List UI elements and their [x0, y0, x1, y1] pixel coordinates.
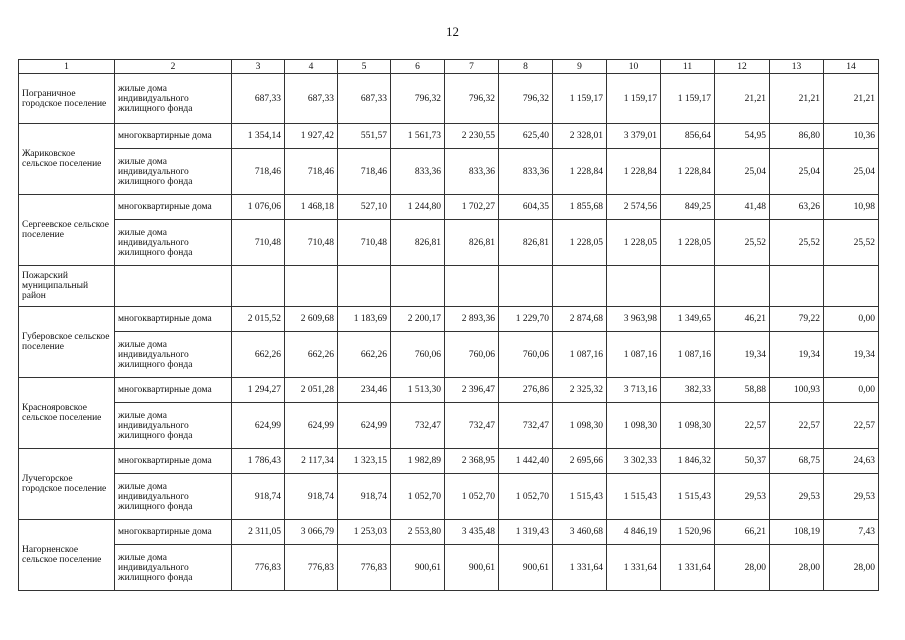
- value-cell: 1 228,05: [607, 220, 661, 266]
- settlement-cell: Пограничное городское поселение: [19, 74, 115, 124]
- value-cell: 1 319,43: [499, 520, 553, 545]
- value-cell: 1 515,43: [553, 474, 607, 520]
- value-cell: 25,04: [824, 149, 879, 195]
- value-cell: 1 183,69: [338, 307, 391, 332]
- value-cell: 687,33: [285, 74, 338, 124]
- value-cell: 1 052,70: [445, 474, 499, 520]
- value-cell: 2 609,68: [285, 307, 338, 332]
- table-row: [19, 332, 879, 378]
- value-cell: 796,32: [499, 74, 553, 124]
- building-type-cell: жилые дома индивидуального жилищного фонда: [115, 474, 232, 520]
- value-cell: 1 855,68: [553, 195, 607, 220]
- value-cell: 100,93: [770, 378, 824, 403]
- value-cell: 624,99: [338, 403, 391, 449]
- value-cell: 29,53: [770, 474, 824, 520]
- table-row: [19, 220, 879, 266]
- building-type-cell: жилые дома индивидуального жилищного фонда: [115, 220, 232, 266]
- building-type-cell: многоквартирные дома: [115, 307, 232, 332]
- building-type-cell: жилые дома индивидуального жилищного фонда: [115, 403, 232, 449]
- value-cell: 21,21: [715, 74, 770, 124]
- value-cell: [338, 266, 391, 307]
- page-number: 12: [446, 24, 459, 39]
- value-cell: 826,81: [445, 220, 499, 266]
- value-cell: 22,57: [824, 403, 879, 449]
- value-cell: 29,53: [715, 474, 770, 520]
- settlement-cell: Нагорненское сельское поселение: [19, 520, 115, 591]
- value-cell: 1 159,17: [553, 74, 607, 124]
- value-cell: 25,52: [770, 220, 824, 266]
- value-cell: 1 513,30: [391, 378, 445, 403]
- table-row: [19, 378, 879, 403]
- value-cell: 1 159,17: [661, 74, 715, 124]
- value-cell: 900,61: [499, 545, 553, 591]
- value-cell: 25,52: [824, 220, 879, 266]
- value-cell: 3 963,98: [607, 307, 661, 332]
- value-cell: 1 846,32: [661, 449, 715, 474]
- value-cell: 86,80: [770, 124, 824, 149]
- value-cell: 732,47: [499, 403, 553, 449]
- value-cell: 1 520,96: [661, 520, 715, 545]
- value-cell: 25,04: [770, 149, 824, 195]
- value-cell: 1 331,64: [553, 545, 607, 591]
- value-cell: 918,74: [338, 474, 391, 520]
- value-cell: 28,00: [824, 545, 879, 591]
- table-row: [19, 195, 879, 220]
- value-cell: 662,26: [232, 332, 285, 378]
- value-cell: 1 786,43: [232, 449, 285, 474]
- value-cell: 3 302,33: [607, 449, 661, 474]
- value-cell: [770, 266, 824, 307]
- value-cell: 732,47: [391, 403, 445, 449]
- column-header: 4: [285, 60, 338, 74]
- value-cell: 604,35: [499, 195, 553, 220]
- value-cell: 624,99: [232, 403, 285, 449]
- value-cell: 2 230,55: [445, 124, 499, 149]
- value-cell: 25,04: [715, 149, 770, 195]
- value-cell: 2 553,80: [391, 520, 445, 545]
- building-type-cell: многоквартирные дома: [115, 520, 232, 545]
- value-cell: 760,06: [391, 332, 445, 378]
- value-cell: 856,64: [661, 124, 715, 149]
- value-cell: 1 982,89: [391, 449, 445, 474]
- table-row: [19, 520, 879, 545]
- value-cell: 10,98: [824, 195, 879, 220]
- value-cell: 833,36: [499, 149, 553, 195]
- value-cell: 1 253,03: [338, 520, 391, 545]
- value-cell: 2 117,34: [285, 449, 338, 474]
- value-cell: [232, 266, 285, 307]
- value-cell: 1 515,43: [661, 474, 715, 520]
- column-header: 6: [391, 60, 445, 74]
- value-cell: 1 228,84: [553, 149, 607, 195]
- value-cell: 1 331,64: [607, 545, 661, 591]
- value-cell: 66,21: [715, 520, 770, 545]
- value-cell: 776,83: [338, 545, 391, 591]
- value-cell: 0,00: [824, 307, 879, 332]
- value-cell: 718,46: [285, 149, 338, 195]
- building-type-cell: жилые дома индивидуального жилищного фонда: [115, 74, 232, 124]
- value-cell: 551,57: [338, 124, 391, 149]
- building-type-cell: многоквартирные дома: [115, 124, 232, 149]
- column-header: 2: [115, 60, 232, 74]
- value-cell: 710,48: [338, 220, 391, 266]
- value-cell: 2 051,28: [285, 378, 338, 403]
- value-cell: 1 087,16: [553, 332, 607, 378]
- value-cell: 2 311,05: [232, 520, 285, 545]
- value-cell: 849,25: [661, 195, 715, 220]
- value-cell: 3 379,01: [607, 124, 661, 149]
- value-cell: 776,83: [232, 545, 285, 591]
- value-cell: 1 228,05: [661, 220, 715, 266]
- value-cell: 25,52: [715, 220, 770, 266]
- value-cell: 3 713,16: [607, 378, 661, 403]
- value-cell: 4 846,19: [607, 520, 661, 545]
- value-cell: 54,95: [715, 124, 770, 149]
- value-cell: 1 468,18: [285, 195, 338, 220]
- value-cell: 2 695,66: [553, 449, 607, 474]
- value-cell: 687,33: [338, 74, 391, 124]
- value-cell: [715, 266, 770, 307]
- column-header: 13: [770, 60, 824, 74]
- settlement-cell: Жариковское сельское поселение: [19, 124, 115, 195]
- value-cell: 2 200,17: [391, 307, 445, 332]
- value-cell: 46,21: [715, 307, 770, 332]
- value-cell: [445, 266, 499, 307]
- value-cell: 1 442,40: [499, 449, 553, 474]
- table-row: [19, 149, 879, 195]
- value-cell: 1 323,15: [338, 449, 391, 474]
- value-cell: 900,61: [445, 545, 499, 591]
- value-cell: 21,21: [824, 74, 879, 124]
- table-row: [19, 124, 879, 149]
- table-row: [19, 545, 879, 591]
- value-cell: 796,32: [391, 74, 445, 124]
- value-cell: 21,21: [770, 74, 824, 124]
- settlement-cell: Лучегорское городское поселение: [19, 449, 115, 520]
- column-header: 11: [661, 60, 715, 74]
- value-cell: 718,46: [338, 149, 391, 195]
- value-cell: 2 368,95: [445, 449, 499, 474]
- value-cell: 1 159,17: [607, 74, 661, 124]
- value-cell: [607, 266, 661, 307]
- value-cell: 19,34: [824, 332, 879, 378]
- settlement-cell: Губеровское сельское поселение: [19, 307, 115, 378]
- value-cell: 3 460,68: [553, 520, 607, 545]
- value-cell: 28,00: [770, 545, 824, 591]
- value-cell: 710,48: [232, 220, 285, 266]
- table-row: [19, 449, 879, 474]
- table-row: [19, 474, 879, 520]
- building-type-cell: [115, 266, 232, 307]
- value-cell: 1 052,70: [499, 474, 553, 520]
- column-header: 10: [607, 60, 661, 74]
- building-type-cell: многоквартирные дома: [115, 378, 232, 403]
- value-cell: 1 098,30: [661, 403, 715, 449]
- value-cell: 760,06: [445, 332, 499, 378]
- value-cell: 918,74: [232, 474, 285, 520]
- value-cell: 1 244,80: [391, 195, 445, 220]
- value-cell: 826,81: [499, 220, 553, 266]
- value-cell: 108,19: [770, 520, 824, 545]
- value-cell: 50,37: [715, 449, 770, 474]
- value-cell: 1 349,65: [661, 307, 715, 332]
- value-cell: 1 228,84: [661, 149, 715, 195]
- value-cell: 19,34: [715, 332, 770, 378]
- header-row: [19, 60, 879, 74]
- value-cell: 234,46: [338, 378, 391, 403]
- value-cell: 1 515,43: [607, 474, 661, 520]
- value-cell: 1 228,05: [553, 220, 607, 266]
- value-cell: [661, 266, 715, 307]
- value-cell: 1 098,30: [607, 403, 661, 449]
- value-cell: 7,43: [824, 520, 879, 545]
- building-type-cell: многоквартирные дома: [115, 195, 232, 220]
- value-cell: 41,48: [715, 195, 770, 220]
- value-cell: 624,99: [285, 403, 338, 449]
- value-cell: 2 015,52: [232, 307, 285, 332]
- column-header: 14: [824, 60, 879, 74]
- value-cell: [285, 266, 338, 307]
- value-cell: 900,61: [391, 545, 445, 591]
- value-cell: 1 331,64: [661, 545, 715, 591]
- building-type-cell: жилые дома индивидуального жилищного фонда: [115, 149, 232, 195]
- value-cell: 796,32: [445, 74, 499, 124]
- value-cell: 760,06: [499, 332, 553, 378]
- table-row: [19, 307, 879, 332]
- value-cell: 687,33: [232, 74, 285, 124]
- settlement-cell: Краснояровское сельское поселение: [19, 378, 115, 449]
- value-cell: 2 328,01: [553, 124, 607, 149]
- value-cell: 1 087,16: [607, 332, 661, 378]
- settlement-cell: Пожарский муниципальный район: [19, 266, 115, 307]
- value-cell: 826,81: [391, 220, 445, 266]
- value-cell: 2 893,36: [445, 307, 499, 332]
- value-cell: 718,46: [232, 149, 285, 195]
- value-cell: [824, 266, 879, 307]
- value-cell: 1 927,42: [285, 124, 338, 149]
- value-cell: 276,86: [499, 378, 553, 403]
- value-cell: 662,26: [285, 332, 338, 378]
- building-type-cell: многоквартирные дома: [115, 449, 232, 474]
- value-cell: 63,26: [770, 195, 824, 220]
- value-cell: 1 076,06: [232, 195, 285, 220]
- value-cell: 24,63: [824, 449, 879, 474]
- column-header: 9: [553, 60, 607, 74]
- building-type-cell: жилые дома индивидуального жилищного фонда: [115, 332, 232, 378]
- value-cell: 1 294,27: [232, 378, 285, 403]
- value-cell: 662,26: [338, 332, 391, 378]
- column-header: 8: [499, 60, 553, 74]
- value-cell: 79,22: [770, 307, 824, 332]
- value-cell: 833,36: [445, 149, 499, 195]
- value-cell: 2 396,47: [445, 378, 499, 403]
- value-cell: 22,57: [770, 403, 824, 449]
- tariff-table: [18, 59, 879, 591]
- value-cell: 2 574,56: [607, 195, 661, 220]
- value-cell: 918,74: [285, 474, 338, 520]
- value-cell: 0,00: [824, 378, 879, 403]
- value-cell: 1 228,84: [607, 149, 661, 195]
- value-cell: 1 098,30: [553, 403, 607, 449]
- value-cell: 625,40: [499, 124, 553, 149]
- value-cell: 732,47: [445, 403, 499, 449]
- column-header: 1: [19, 60, 115, 74]
- value-cell: [391, 266, 445, 307]
- value-cell: 28,00: [715, 545, 770, 591]
- building-type-cell: жилые дома индивидуального жилищного фонда: [115, 545, 232, 591]
- value-cell: 1 354,14: [232, 124, 285, 149]
- column-header: 3: [232, 60, 285, 74]
- column-header: 12: [715, 60, 770, 74]
- value-cell: 3 066,79: [285, 520, 338, 545]
- value-cell: 22,57: [715, 403, 770, 449]
- value-cell: 2 325,32: [553, 378, 607, 403]
- settlement-cell: Сергеевское сельское поселение: [19, 195, 115, 266]
- value-cell: 1 561,73: [391, 124, 445, 149]
- value-cell: 1 229,70: [499, 307, 553, 332]
- value-cell: 1 052,70: [391, 474, 445, 520]
- value-cell: 10,36: [824, 124, 879, 149]
- value-cell: 710,48: [285, 220, 338, 266]
- table-row: [19, 74, 879, 124]
- column-header: 5: [338, 60, 391, 74]
- value-cell: 1 702,27: [445, 195, 499, 220]
- value-cell: 2 874,68: [553, 307, 607, 332]
- value-cell: 1 087,16: [661, 332, 715, 378]
- value-cell: 527,10: [338, 195, 391, 220]
- value-cell: 19,34: [770, 332, 824, 378]
- value-cell: [499, 266, 553, 307]
- table-row: [19, 403, 879, 449]
- value-cell: 776,83: [285, 545, 338, 591]
- value-cell: 382,33: [661, 378, 715, 403]
- value-cell: 68,75: [770, 449, 824, 474]
- value-cell: [553, 266, 607, 307]
- column-header: 7: [445, 60, 499, 74]
- value-cell: 833,36: [391, 149, 445, 195]
- table-row: [19, 266, 879, 307]
- value-cell: 29,53: [824, 474, 879, 520]
- value-cell: 58,88: [715, 378, 770, 403]
- value-cell: 3 435,48: [445, 520, 499, 545]
